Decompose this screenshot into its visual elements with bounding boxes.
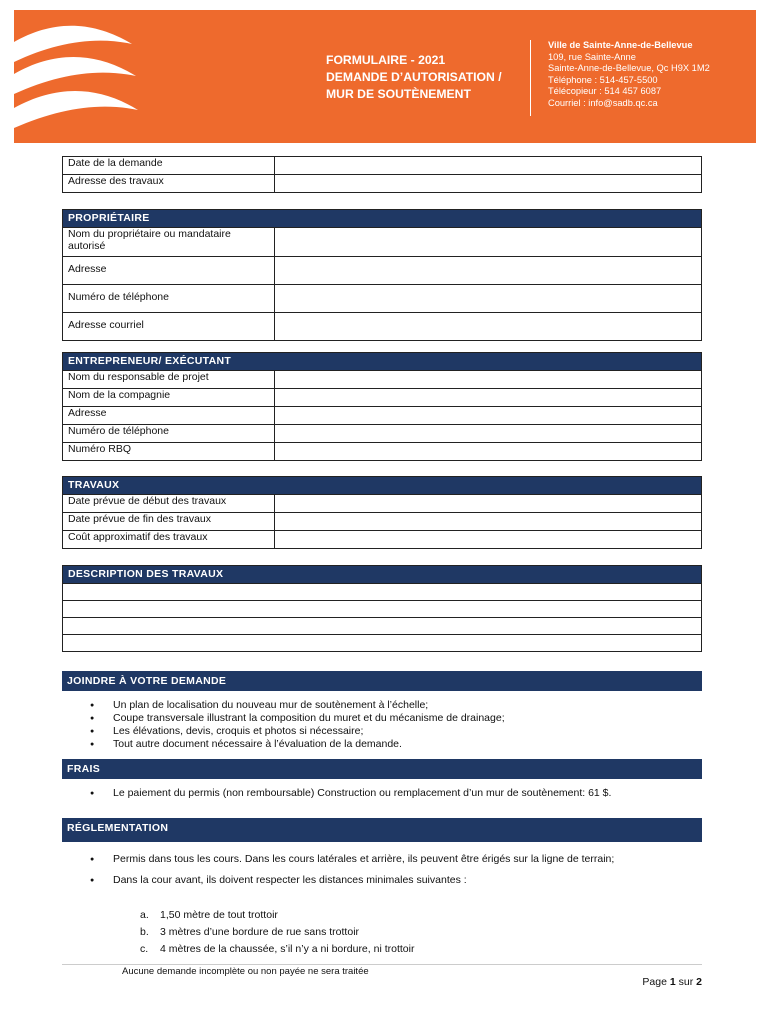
owner-table — [62, 209, 702, 341]
list-item — [140, 924, 414, 941]
work-address-label: Adresse des travaux — [63, 175, 275, 193]
end-date-label: Date prévue de fin des travaux — [63, 513, 275, 531]
owner-email-field[interactable] — [275, 313, 702, 341]
start-date-label: Date prévue de début des travaux — [63, 495, 275, 513]
contractor-address-label: Adresse — [63, 407, 275, 425]
list-item — [140, 941, 414, 958]
rbq-number-label: Numéro RBQ — [63, 443, 275, 461]
org-phone: Téléphone : 514-457-5500 — [548, 74, 658, 85]
owner-name-label: Nom du propriétaire ou mandataire autorisé — [63, 228, 275, 257]
cost-label: Coût approximatif des travaux — [63, 531, 275, 549]
contractor-phone-field[interactable] — [275, 425, 702, 443]
list-item: ● Tout autre document nécessaire à l’évaluation de la demande. — [95, 738, 505, 751]
page-total: 2 — [696, 976, 702, 988]
list-item: ● Un plan de localisation du nouveau mur de soutènement à l’échelle; — [95, 699, 505, 712]
request-date-field[interactable] — [275, 157, 702, 175]
org-address-line1: 109, rue Sainte-Anne — [548, 51, 636, 62]
footer-note: Aucune demande incomplète ou non payée ne sera traitée — [122, 966, 369, 977]
contractor-address-field[interactable] — [275, 407, 702, 425]
project-manager-label: Nom du responsable de projet — [63, 371, 275, 389]
owner-section-title: PROPRIÉTAIRE — [63, 210, 702, 228]
start-date-field[interactable] — [275, 495, 702, 513]
distances-list — [140, 907, 414, 958]
page-prefix: Page — [642, 976, 667, 988]
footer-divider — [62, 964, 702, 965]
contact-block — [548, 40, 710, 109]
fees-section-title: FRAIS — [62, 759, 702, 779]
owner-name-field[interactable] — [275, 228, 702, 257]
header-divider — [530, 40, 531, 116]
project-manager-field[interactable] — [275, 371, 702, 389]
owner-email-label: Adresse courriel — [63, 313, 275, 341]
contractor-section-title: ENTREPRENEUR/ EXÉCUTANT — [63, 353, 702, 371]
description-line[interactable] — [63, 584, 702, 601]
org-fax: Télécopieur : 514 457 6087 — [548, 86, 662, 96]
list-text: 3 mètres d’une bordure de rue sans trottoir — [160, 926, 360, 938]
rules-section-title: RÉGLEMENTATION — [62, 818, 702, 842]
list-item: ● Permis dans tous les cours. Dans les cours latérales et arrière, ils peuvent être érigés sur la ligne de terrain; — [95, 853, 695, 866]
list-item: ● Dans la cour avant, ils doivent respecter les distances minimales suivantes : — [95, 874, 695, 887]
company-name-label: Nom de la compagnie — [63, 389, 275, 407]
works-table — [62, 476, 702, 549]
fees-list — [95, 787, 705, 800]
end-date-field[interactable] — [275, 513, 702, 531]
description-line[interactable] — [63, 601, 702, 618]
form-title-line: MUR DE SOUTÈNEMENT — [326, 87, 471, 101]
works-section-title: TRAVAUX — [63, 477, 702, 495]
attach-list — [95, 699, 505, 751]
company-name-field[interactable] — [275, 389, 702, 407]
list-item: ● Coupe transversale illustrant la composition du muret et du mécanisme de drainage; — [95, 712, 505, 725]
contractor-phone-label: Numéro de téléphone — [63, 425, 275, 443]
work-address-field[interactable] — [275, 175, 702, 193]
rules-list — [95, 853, 695, 887]
owner-phone-field[interactable] — [275, 285, 702, 313]
list-text: 4 mètres de la chaussée, s’il n’y a ni bordure, ni trottoir — [160, 943, 415, 955]
org-email: Courriel : info@sadb.qc.ca — [548, 97, 658, 108]
description-section-title: DESCRIPTION DES TRAVAUX — [63, 566, 702, 584]
request-date-label: Date de la demande — [63, 157, 275, 175]
description-line[interactable] — [63, 618, 702, 635]
list-item — [140, 907, 414, 924]
rbq-number-field[interactable] — [275, 443, 702, 461]
form-title-line: FORMULAIRE - 2021 — [326, 53, 446, 67]
attach-section-title: JOINDRE À VOTRE DEMANDE — [62, 671, 702, 691]
form-title-line: DEMANDE D’AUTORISATION / — [326, 70, 502, 84]
list-text: 1,50 mètre de tout trottoir — [160, 909, 278, 921]
org-name: Ville de Sainte-Anne-de-Bellevue — [548, 40, 693, 50]
list-marker: b. — [140, 926, 149, 938]
fees-text: ● Le paiement du permis (non remboursable) Construction ou remplacement d’un mur de soutènement: 61 $. — [95, 787, 705, 800]
page-number: 1 — [669, 976, 676, 988]
cost-field[interactable] — [275, 531, 702, 549]
page-separator: sur — [678, 976, 694, 988]
list-marker: a. — [140, 909, 149, 921]
org-address-line2: Sainte-Anne-de-Bellevue, Qc H9X 1M2 — [548, 63, 710, 73]
description-table — [62, 565, 702, 652]
list-marker: c. — [140, 943, 149, 955]
owner-phone-label: Numéro de téléphone — [63, 285, 275, 313]
form-title — [326, 52, 502, 103]
wave-logo-icon — [14, 10, 144, 143]
page-indicator — [642, 976, 702, 988]
general-table — [62, 156, 702, 193]
owner-address-label: Adresse — [63, 257, 275, 285]
list-item: ● Les élévations, devis, croquis et photos si nécessaire; — [95, 725, 505, 738]
contractor-table — [62, 352, 702, 461]
owner-address-field[interactable] — [275, 257, 702, 285]
description-line[interactable] — [63, 635, 702, 652]
header-banner — [14, 10, 756, 143]
